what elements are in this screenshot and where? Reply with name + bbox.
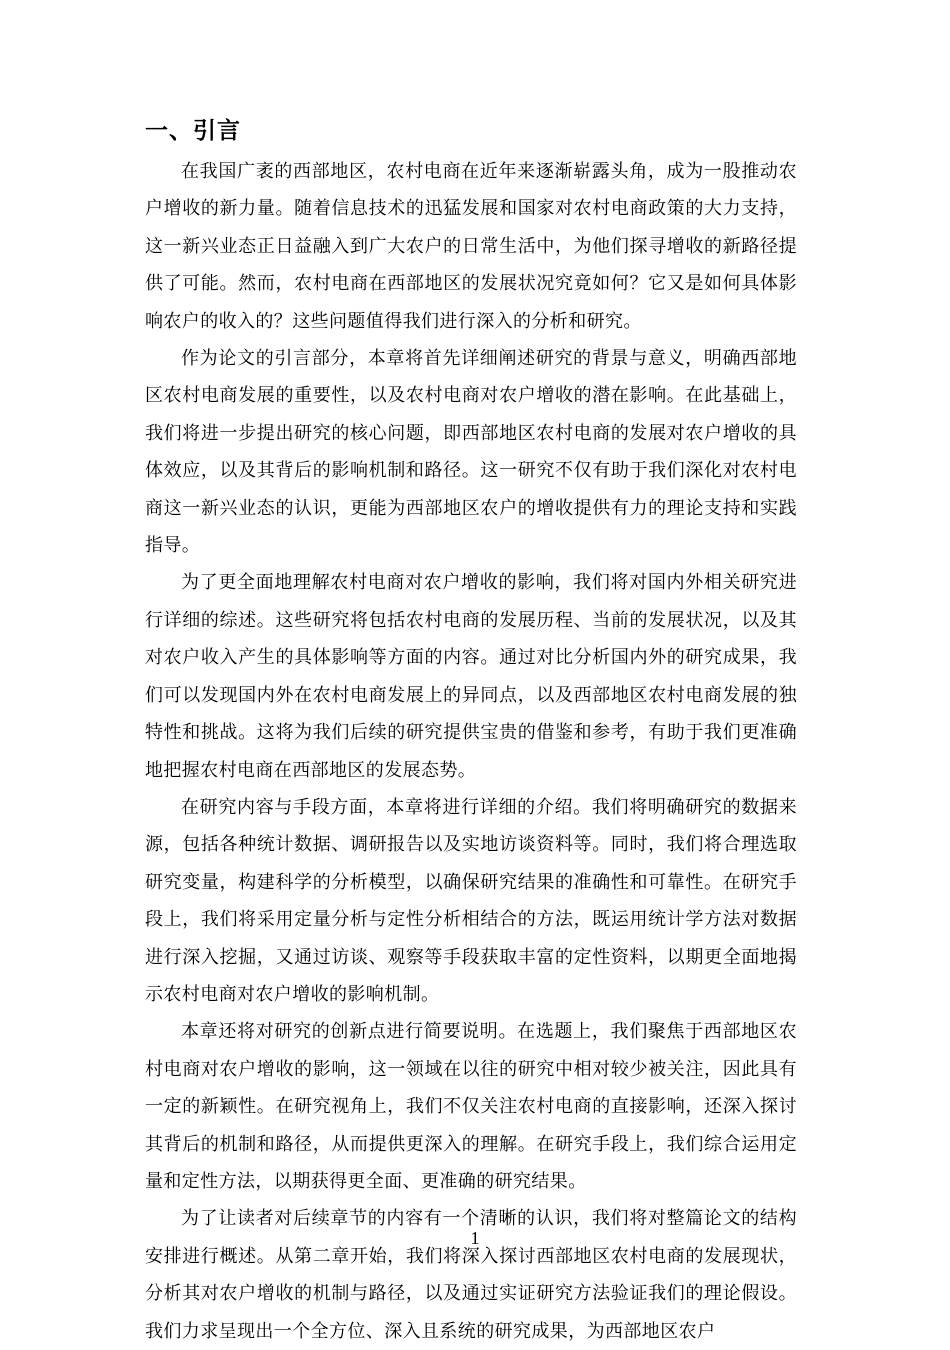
body-text [145, 153, 797, 1350]
paragraph-6: 为了让读者对后续章节的内容有一个清晰的认识，我们将对整篇论文的结构安排进行概述。从第二章开始，我们将深入探讨西部地区农村电商的发展现状，分析其对农户增收的机制与路径，以及通过实证研究方法验证我们的理论假设。我们力求呈现出一个全方位、深入且系统的研究成果，为西部地区农户 [145, 1208, 797, 1342]
page-number: 1 [470, 1228, 480, 1248]
paragraph-4: 在研究内容与手段方面，本章将进行详细的介绍。我们将明确研究的数据来源，包括各种统计数据、调研报告以及实地访谈资料等。同时，我们将合理选取研究变量，构建科学的分析模型，以确保研究结果的准确性和可靠性。在研究手段上，我们将采用定量分析与定性分析相结合的方法，既运用统计学方法对数据进行深入挖掘，又通过访谈、观察等手段获取丰富的定性资料，以期更全面地揭示农村电商对农户增收的影响机制。 [145, 796, 797, 1005]
paragraph-2: 作为论文的引言部分，本章将首先详细阐述研究的背景与意义，明确西部地区农村电商发展的重要性，以及农村电商对农户增收的潜在影响。在此基础上，我们将进一步提出研究的核心问题，即西部地区农村电商的发展对农户增收的具体效应，以及其背后的影响机制和路径。这一研究不仅有助于我们深化对农村电商这一新兴业态的认识，更能为西部地区农户的增收提供有力的理论支持和实践指导。 [145, 348, 797, 557]
paragraph-1: 在我国广袤的西部地区，农村电商在近年来逐渐崭露头角，成为一股推动农户增收的新力量。随着信息技术的迅猛发展和国家对农村电商政策的大力支持，这一新兴业态正日益融入到广大农户的日常生活中，为他们探寻增收的新路径提供了可能。然而，农村电商在西部地区的发展状况究竟如何？它又是如何具体影响农户的收入的？这些问题值得我们进行深入的分析和研究。 [145, 161, 797, 332]
paragraph-5: 本章还将对研究的创新点进行简要说明。在选题上，我们聚焦于西部地区农村电商对农户增收的影响，这一领域在以往的研究中相对较少被关注，因此具有一定的新颖性。在研究视角上，我们不仅关注农村电商的直接影响，还深入探讨其背后的机制和路径，从而提供更深入的理解。在研究手段上，我们综合运用定量和定性方法，以期获得更全面、更准确的研究结果。 [145, 1021, 797, 1192]
paragraph-3: 为了更全面地理解农村电商对农户增收的影响，我们将对国内外相关研究进行详细的综述。这些研究将包括农村电商的发展历程、当前的发展状况，以及其对农户收入产生的具体影响等方面的内容。通过对比分析国内外的研究成果，我们可以发现国内外在农村电商发展上的异同点，以及西部地区农村电商发展的独特性和挑战。这将为我们后续的研究提供宝贵的借鉴和参考，有助于我们更准确地把握农村电商在西部地区的发展态势。 [145, 572, 797, 781]
section-heading: 一、引言 [145, 118, 241, 144]
